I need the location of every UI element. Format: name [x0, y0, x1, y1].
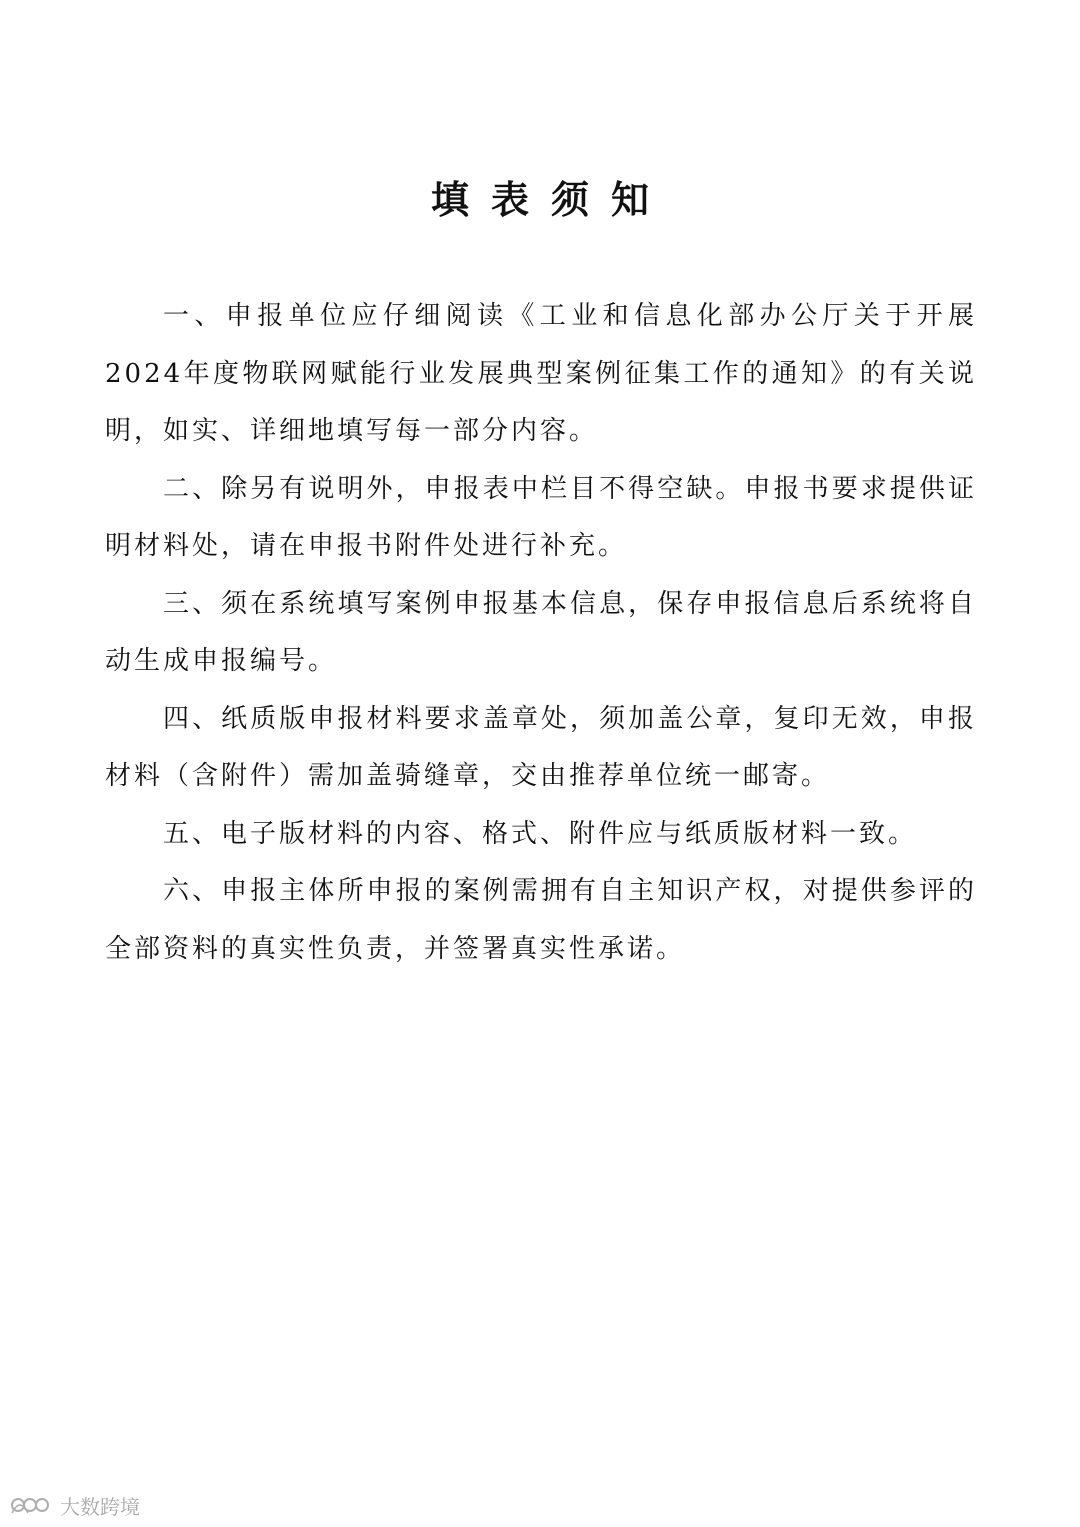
logo-icon	[10, 1493, 54, 1517]
paragraph-6: 六、申报主体所申报的案例需拥有自主知识产权，对提供参评的全部资料的真实性负责，并签署真实性承诺。	[105, 876, 977, 964]
page-title: 填表须知	[430, 177, 671, 222]
paragraph-1: 一、申报单位应仔细阅读《工业和信息化部办公厅关于开展2024年度物联网赋能行业发展典型案例征集工作的通知》的有关说明，如实、详细地填写每一部分内容。	[105, 301, 977, 446]
watermark	[10, 1491, 140, 1519]
paragraph-2: 二、除另有说明外，申报表中栏目不得空缺。申报书要求提供证明材料处，请在申报书附件处进行补充。	[105, 473, 977, 561]
paragraph-5: 五、电子版材料的内容、格式、附件应与纸质版材料一致。	[163, 818, 918, 849]
paragraph-4: 四、纸质版申报材料要求盖章处，须加盖公章，复印无效，申报材料（含附件）需加盖骑缝章，交由推荐单位统一邮寄。	[105, 703, 977, 791]
watermark-text: 大数跨境	[60, 1494, 140, 1519]
paragraph-3: 三、须在系统填写案例申报基本信息，保存申报信息后系统将自动生成申报编号。	[105, 588, 977, 676]
document-body	[105, 288, 977, 978]
